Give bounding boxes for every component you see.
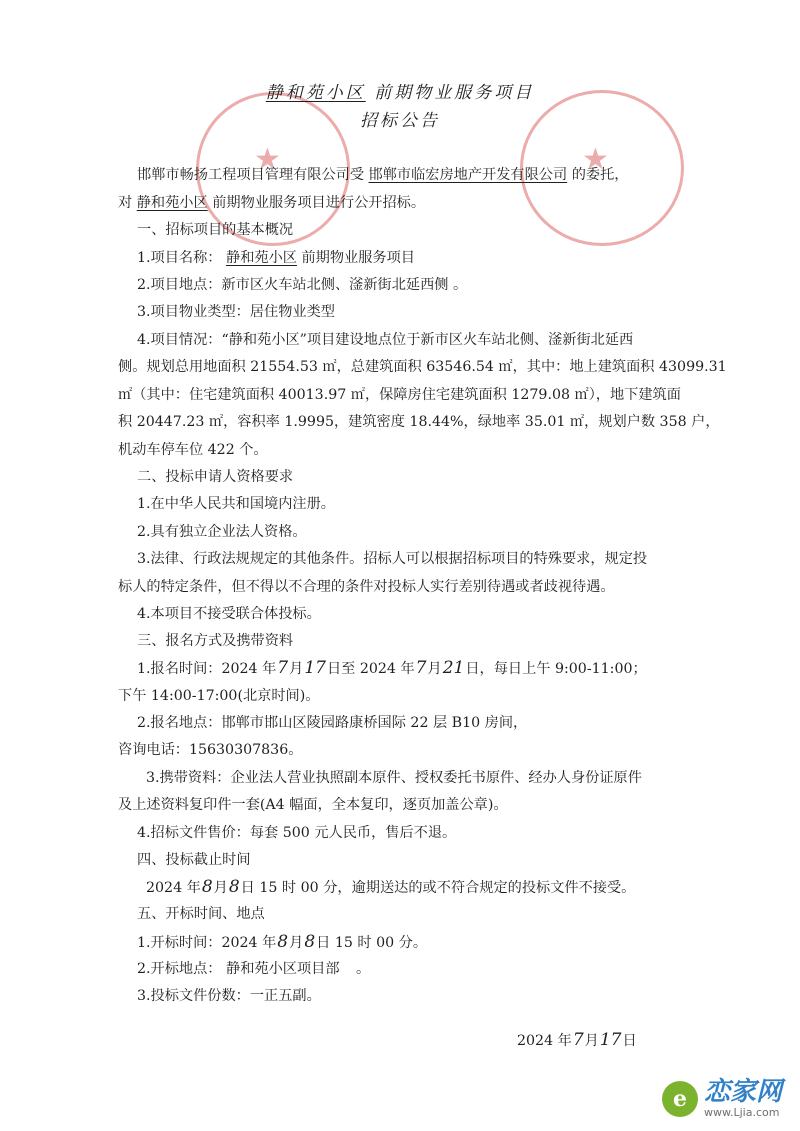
s2-heading: 二、投标申请人资格要求 — [137, 469, 294, 485]
title-project: 静和苑小区 — [265, 83, 366, 103]
s3-heading: 三、报名方式及携带资料 — [137, 633, 294, 649]
s1-info-line-4: 积 20447.23 ㎡，容积率 1.9995，建筑密度 18.44%，绿地率 35.01 ㎡，规划户数 358 户， — [118, 414, 720, 430]
intro-line-2: 对 静和苑小区 前期物业服务项目进行公开招标。 — [118, 195, 426, 211]
owner-seal-star-icon: ★ — [582, 142, 609, 177]
s3-materials-line-2: 及上述资料复印件一套(A4 幅面，全本复印，逐页加盖公章)。 — [118, 797, 508, 813]
s3-time: 1.报名时间：2024 年7月17日至 2024 年7月21日，每日上午 9:00-11:00； — [137, 658, 647, 678]
s2-item-2: 2.具有独立企业法人资格。 — [137, 524, 307, 540]
intro-line-1: 邯郸市畅扬工程项目管理有限公司受 邯郸市临宏房地产开发有限公司 的委托， — [137, 167, 629, 183]
s2-item-4: 4.本项目不接受联合体投标。 — [137, 606, 321, 622]
s2-item-3-line-2: 标人的特定条件，但不得以不合理的条件对投标人实行差别待遇或者歧视待遇。 — [118, 579, 615, 595]
s1-type: 3.项目物业类型：居住物业类型 — [137, 304, 335, 320]
s1-info-line-1: 4.项目情况：“静和苑小区”项目建设地点位于新市区火车站北侧、滏新街北延西 — [137, 332, 634, 348]
s5-place: 2.开标地点： 静和苑小区项目部 。 — [137, 961, 371, 977]
s5-time: 1.开标时间：2024 年8月8日 15 时 00 分。 — [137, 932, 428, 952]
snail-logo-icon: e — [662, 1081, 698, 1117]
agency-seal-star-icon: ★ — [254, 142, 281, 177]
watermark-url: www.Ljia.com — [703, 1106, 780, 1119]
s4-heading: 四、投标截止时间 — [137, 852, 251, 868]
issue-date: 2024 年7月17日 — [517, 1030, 637, 1050]
s2-item-3-line-1: 3.法律、行政法规规定的其他条件。招标人可以根据招标项目的特殊要求，规定投 — [137, 551, 648, 567]
s1-info-line-3: ㎡（其中：住宅建筑面积 40013.97 ㎡，保障房住宅建筑面积 1279.08 ㎡），地下建筑面 — [118, 387, 681, 403]
watermark-name: 恋家网 — [703, 1077, 782, 1107]
s4-deadline: 2024 年8月8日 15 时 00 分，逾期送达的或不符合规定的投标文件不接受。 — [146, 877, 636, 897]
s1-info-line-5: 机动车停车位 422 个。 — [118, 442, 268, 458]
s1-name: 1.项目名称： 静和苑小区 前期物业服务项目 — [137, 250, 415, 266]
s3-phone: 咨询电话：15630307836。 — [118, 742, 303, 758]
title-rest: 前期物业服务项目 — [374, 83, 535, 103]
doc-title — [0, 78, 800, 103]
s1-location: 2.项目地点：新市区火车站北侧、滏新街北延西侧 。 — [137, 277, 468, 293]
watermark-logo — [662, 1078, 782, 1119]
s2-item-1: 1.在中华人民共和国境内注册。 — [137, 496, 335, 512]
s3-materials-line-1: 3.携带资料：企业法人营业执照副本原件、授权委托书原件、经办人身份证原件 — [146, 770, 642, 786]
s1-heading: 一、招标项目的基本概况 — [137, 222, 294, 238]
s3-time-line-2: 下午 14:00-17:00(北京时间)。 — [118, 688, 320, 704]
doc-subtitle: 招标公告 — [360, 111, 440, 131]
s1-info-line-2: 侧。规划总用地面积 21554.53 ㎡，总建筑面积 63546.54 ㎡，其中：地上建筑面积 43099.31 — [118, 359, 727, 375]
s5-heading: 五、开标时间、地点 — [137, 906, 265, 922]
s3-price: 4.招标文件售价：每套 500 元人民币，售后不退。 — [137, 825, 457, 841]
s3-place: 2.报名地点：邯郸市邯山区陵园路康桥国际 22 层 B10 房间， — [137, 715, 528, 731]
s5-copies: 3.投标文件份数：一正五副。 — [137, 988, 321, 1004]
